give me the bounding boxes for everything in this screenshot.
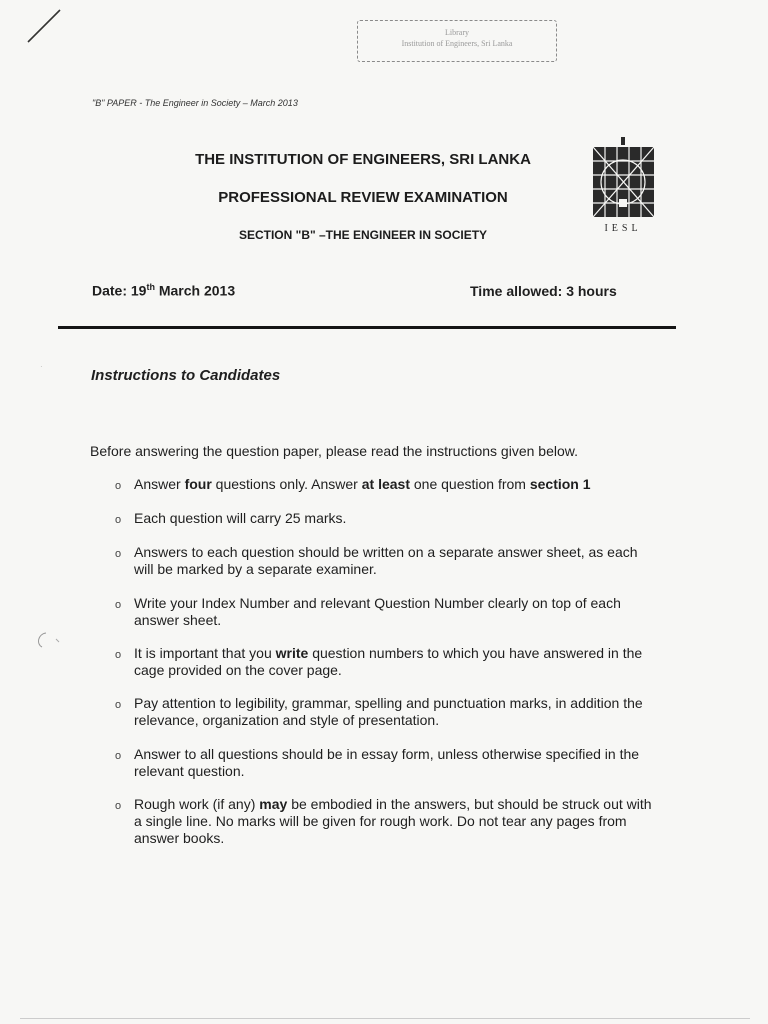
exam-page: Library Institution of Engineers, Sri Lanka "B" PAPER - The Engineer in Society – March 2013 THE INSTITUTION OF ENGINEERS, SRI LANKA PROFESSIONAL REVIEW EXAMINATION SECTION "B" –THE ENGINEER IN SOCIETY IESL Date: 19th March 2013 Time allowed: 3 hours · Instructions to Candidates Before answering the question paper, please read the instructions given below. o Answer four questions only. Answer at least one question from section 1 o Each question will carry 25 marks. o Answers to each question should be written on a separate answer sheet, as each will be marked by a separate examiner. o Write your Index Number and relevant Question Number clearly on top of each answer sheet. o It is important that you write question numbers to which you have answered in the cage provided on the cover page. o Pay attention to legibility, grammar, spelling and punctuation marks, in addition the relevance, organization and style of presentation. o Answer to all questions should be in essay form, unless otherwise specified in the relevant question. o Rough work (if any) may be embodied in the answers, but should be struck out with a single line. No marks will be given for rough work. Do not tear any pages from answer books. [0, 0, 768, 1024]
bullet-icon: o [115, 480, 122, 492]
bullet-icon: o [115, 649, 122, 661]
stamp-line-2: Institution of Engineers, Sri Lanka [401, 39, 513, 48]
pen-stroke-mark [22, 6, 66, 46]
exam-title: PROFESSIONAL REVIEW EXAMINATION [218, 189, 508, 206]
divider-rule [58, 326, 676, 329]
exam-date: Date: 19th March 2013 [92, 282, 236, 299]
punch-hole-mark [34, 630, 64, 650]
scan-edge-line [20, 1018, 750, 1019]
bullet-icon: o [115, 750, 122, 762]
stamp-line-1: Library [445, 28, 469, 37]
scan-speck: · [40, 362, 43, 371]
instructions-intro: Before answering the question paper, please read the instructions given below. [90, 443, 578, 459]
section-title: SECTION "B" –THE ENGINEER IN SOCIETY [238, 228, 488, 242]
bullet-icon: o [115, 699, 122, 711]
bullet-icon: o [115, 514, 122, 526]
instructions-heading: Instructions to Candidates [91, 367, 281, 384]
time-allowed: Time allowed: 3 hours [470, 283, 617, 299]
bullet-icon: o [115, 800, 122, 812]
paper-label: "B" PAPER - The Engineer in Society – March 2013 [92, 98, 298, 108]
bullet-icon: o [115, 599, 122, 611]
library-stamp [357, 20, 557, 62]
iesl-logo-icon [591, 137, 656, 233]
institution-title: THE INSTITUTION OF ENGINEERS, SRI LANKA [195, 151, 531, 168]
logo-text: IESL [604, 223, 642, 233]
bullet-icon: o [115, 548, 122, 560]
